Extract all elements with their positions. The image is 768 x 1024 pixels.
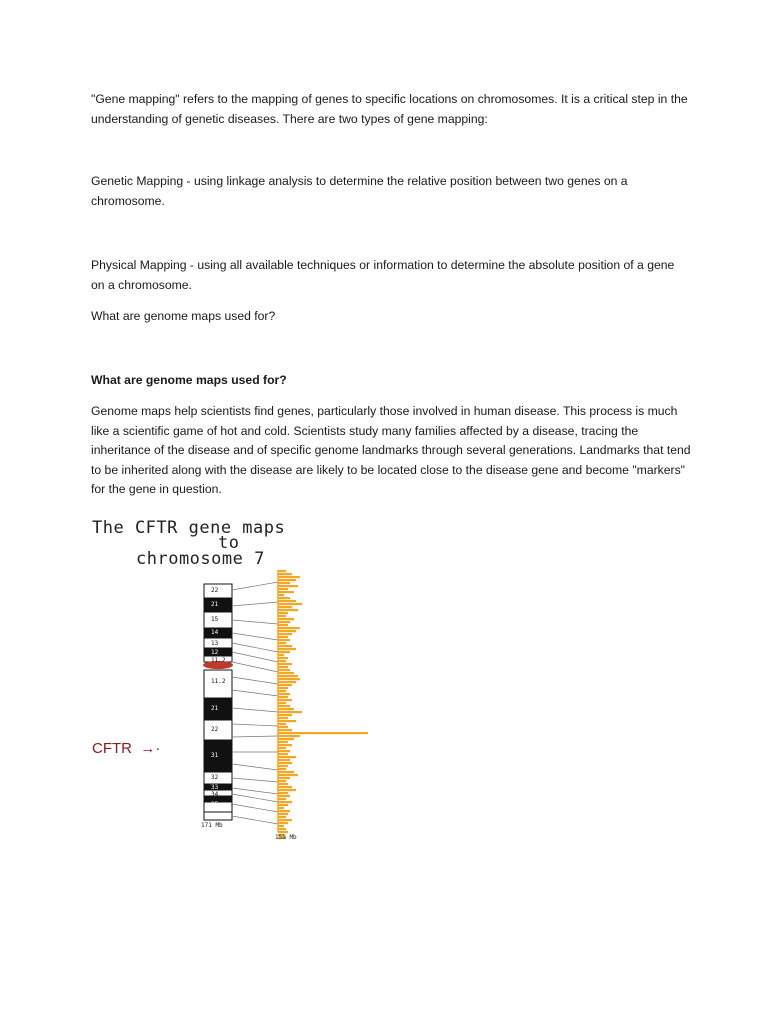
marker-density-bar xyxy=(278,660,286,662)
genetic-mapping-paragraph: Genetic Mapping - using linkage analysis to determine the relative position between two genes on a chromosome. xyxy=(91,174,628,208)
marker-density-bar xyxy=(278,723,286,725)
marker-density-bar xyxy=(278,726,288,728)
marker-density-bar xyxy=(278,813,288,815)
cftr-label-text: CFTR xyxy=(92,740,132,757)
marker-density-bar xyxy=(278,585,298,587)
section-heading: What are genome maps used for? xyxy=(91,373,287,387)
marker-density-bar xyxy=(278,630,296,632)
body-paragraph: Genome maps help scientists find genes, particularly those involved in human disease. This process is much like a scientific game of hot and cold. Scientists study many families affected by a disease, tracing the inheritance of the disease and of specific genome landmarks through several generations. Landmarks that tend to be inherited along with the disease are likely to be located close to the disease gene and become "markers" for the gene in question. xyxy=(91,404,691,497)
marker-density-bar xyxy=(278,816,286,818)
marker-density-bar xyxy=(278,636,288,638)
figure-title-line-1: The CFTR gene maps xyxy=(92,518,286,538)
connector-line xyxy=(232,582,278,590)
band-label: 13 xyxy=(211,640,219,647)
marker-density-bar xyxy=(278,669,290,671)
physical-mapping-paragraph: Physical Mapping - using all available techniques or information to determine the absolute position of a gene on a chromosome. xyxy=(91,258,675,292)
connector-line xyxy=(232,736,278,737)
connector-line xyxy=(232,662,278,672)
chromosome-scale-label: 171 Mb xyxy=(201,822,223,829)
physical-scale-label: 159 Mb xyxy=(275,834,297,841)
marker-density-bar xyxy=(278,750,290,752)
marker-density-bar xyxy=(278,687,288,689)
marker-density-bar xyxy=(278,573,292,575)
marker-density-bar xyxy=(278,672,294,674)
connector-line xyxy=(232,652,278,662)
marker-density-bar xyxy=(278,666,288,668)
marker-density-bar xyxy=(278,828,286,830)
marker-density-bar xyxy=(278,810,290,812)
marker-density-bar xyxy=(278,645,292,647)
connector-line xyxy=(232,764,278,770)
marker-density-bar xyxy=(278,804,288,806)
marker-density-bar xyxy=(278,648,296,650)
connector-line xyxy=(232,724,278,726)
band-label: 35 xyxy=(211,801,219,808)
marker-density-bar xyxy=(278,579,296,581)
marker-density-bar xyxy=(278,801,292,803)
marker-density-bar xyxy=(278,819,292,821)
connector-line xyxy=(232,804,278,812)
marker-density-bar xyxy=(278,825,284,827)
marker-density-bar xyxy=(278,699,292,701)
marker-density-bar xyxy=(278,789,296,791)
marker-density-bar xyxy=(278,576,300,578)
marker-density-bar xyxy=(278,711,302,713)
marker-density-bar xyxy=(278,717,288,719)
marker-density-bar xyxy=(278,582,290,584)
connector-line xyxy=(232,633,278,640)
marker-density-bar xyxy=(278,768,286,770)
marker-density-bar xyxy=(278,600,296,602)
marker-density-bar xyxy=(278,759,290,761)
marker-density-bar xyxy=(278,591,294,593)
marker-density-bar xyxy=(278,747,286,749)
marker-density-bar xyxy=(278,654,284,656)
marker-density-bar xyxy=(278,678,300,680)
marker-density-bar xyxy=(278,735,300,737)
cftr-chromosome-figure xyxy=(88,512,388,852)
marker-density-bar xyxy=(278,615,286,617)
marker-density-bar xyxy=(278,792,288,794)
marker-density-bar xyxy=(278,795,290,797)
band-label: 22 xyxy=(211,587,219,594)
marker-density-bar xyxy=(278,651,290,653)
band-label: 32 xyxy=(211,774,219,781)
band-label: 21 xyxy=(211,705,219,712)
marker-density-bar xyxy=(278,714,292,716)
chromosome-qter xyxy=(204,812,232,820)
arrow-right-icon: →· xyxy=(136,740,161,757)
marker-density-bar xyxy=(278,831,288,833)
figure-title-line-2: to xyxy=(218,533,240,553)
marker-density-bar xyxy=(278,609,298,611)
band-label: 14 xyxy=(211,629,219,636)
connector-line xyxy=(232,690,278,696)
marker-density-bar xyxy=(278,783,288,785)
band-label: 33 xyxy=(211,784,219,791)
cftr-gene-label xyxy=(92,740,160,757)
connector-line xyxy=(232,708,278,712)
marker-density-bar xyxy=(278,690,286,692)
marker-density-bar xyxy=(278,618,294,620)
question-line: What are genome maps used for? xyxy=(91,309,276,323)
marker-density-bar xyxy=(278,642,286,644)
intro-paragraph: "Gene mapping" refers to the mapping of genes to specific locations on chromosomes. It is a critical step in the understanding of genetic diseases. There are two types of gene mapping: xyxy=(91,92,688,126)
connector-line xyxy=(232,816,278,824)
band-label: 12 xyxy=(211,649,219,656)
marker-density-bar xyxy=(278,693,290,695)
marker-density-bar xyxy=(278,744,292,746)
marker-density-bar xyxy=(278,774,298,776)
marker-density-bar xyxy=(278,798,286,800)
marker-density-bar xyxy=(278,621,290,623)
marker-density-bar xyxy=(278,681,296,683)
connector-line xyxy=(232,677,278,684)
marker-density-bar xyxy=(278,807,284,809)
marker-density-bar xyxy=(278,708,294,710)
figure-title-line-3: chromosome 7 xyxy=(136,549,265,569)
marker-density-bar xyxy=(278,612,288,614)
chromosome-ideogram xyxy=(88,512,388,852)
marker-density-bar xyxy=(278,720,296,722)
band-label: 15 xyxy=(211,616,219,623)
marker-density-bar xyxy=(278,597,290,599)
band-label: 34 xyxy=(211,791,219,798)
marker-density-bar xyxy=(278,570,286,572)
marker-density-bar xyxy=(278,822,288,824)
marker-density-bar xyxy=(278,771,294,773)
marker-density-bar xyxy=(278,732,368,734)
band-label: 11.2 xyxy=(211,657,226,664)
band-label: 22 xyxy=(211,726,219,733)
connector-line xyxy=(232,643,278,652)
marker-density-bar xyxy=(278,627,300,629)
marker-density-bar xyxy=(278,657,288,659)
marker-density-bar xyxy=(278,756,296,758)
connector-line xyxy=(232,620,278,624)
marker-density-bar xyxy=(278,741,288,743)
marker-density-bar xyxy=(278,684,292,686)
marker-density-bar xyxy=(278,633,292,635)
marker-density-bar xyxy=(278,663,292,665)
marker-density-bar xyxy=(278,603,302,605)
marker-density-bar xyxy=(278,639,290,641)
band-label: 11.2 xyxy=(211,678,226,685)
marker-density-bar xyxy=(278,588,288,590)
connector-line xyxy=(232,602,278,606)
marker-density-bar xyxy=(278,594,284,596)
marker-density-bar xyxy=(278,786,292,788)
connector-line xyxy=(232,788,278,794)
marker-density-bar xyxy=(278,753,288,755)
marker-density-bar xyxy=(278,696,288,698)
marker-density-bar xyxy=(278,777,290,779)
marker-density-bar xyxy=(278,729,292,731)
marker-density-bar xyxy=(278,738,294,740)
band-label: 21 xyxy=(211,601,219,608)
marker-density-bar xyxy=(278,705,290,707)
marker-density-bar xyxy=(278,624,288,626)
connector-line xyxy=(232,778,278,782)
connector-line xyxy=(232,794,278,802)
marker-density-bar xyxy=(278,762,292,764)
marker-density-bar xyxy=(278,675,298,677)
marker-density-bar xyxy=(278,606,292,608)
band-label: 31 xyxy=(211,752,219,759)
marker-density-bar xyxy=(278,780,286,782)
marker-density-bar xyxy=(278,765,288,767)
marker-density-bar xyxy=(278,702,286,704)
